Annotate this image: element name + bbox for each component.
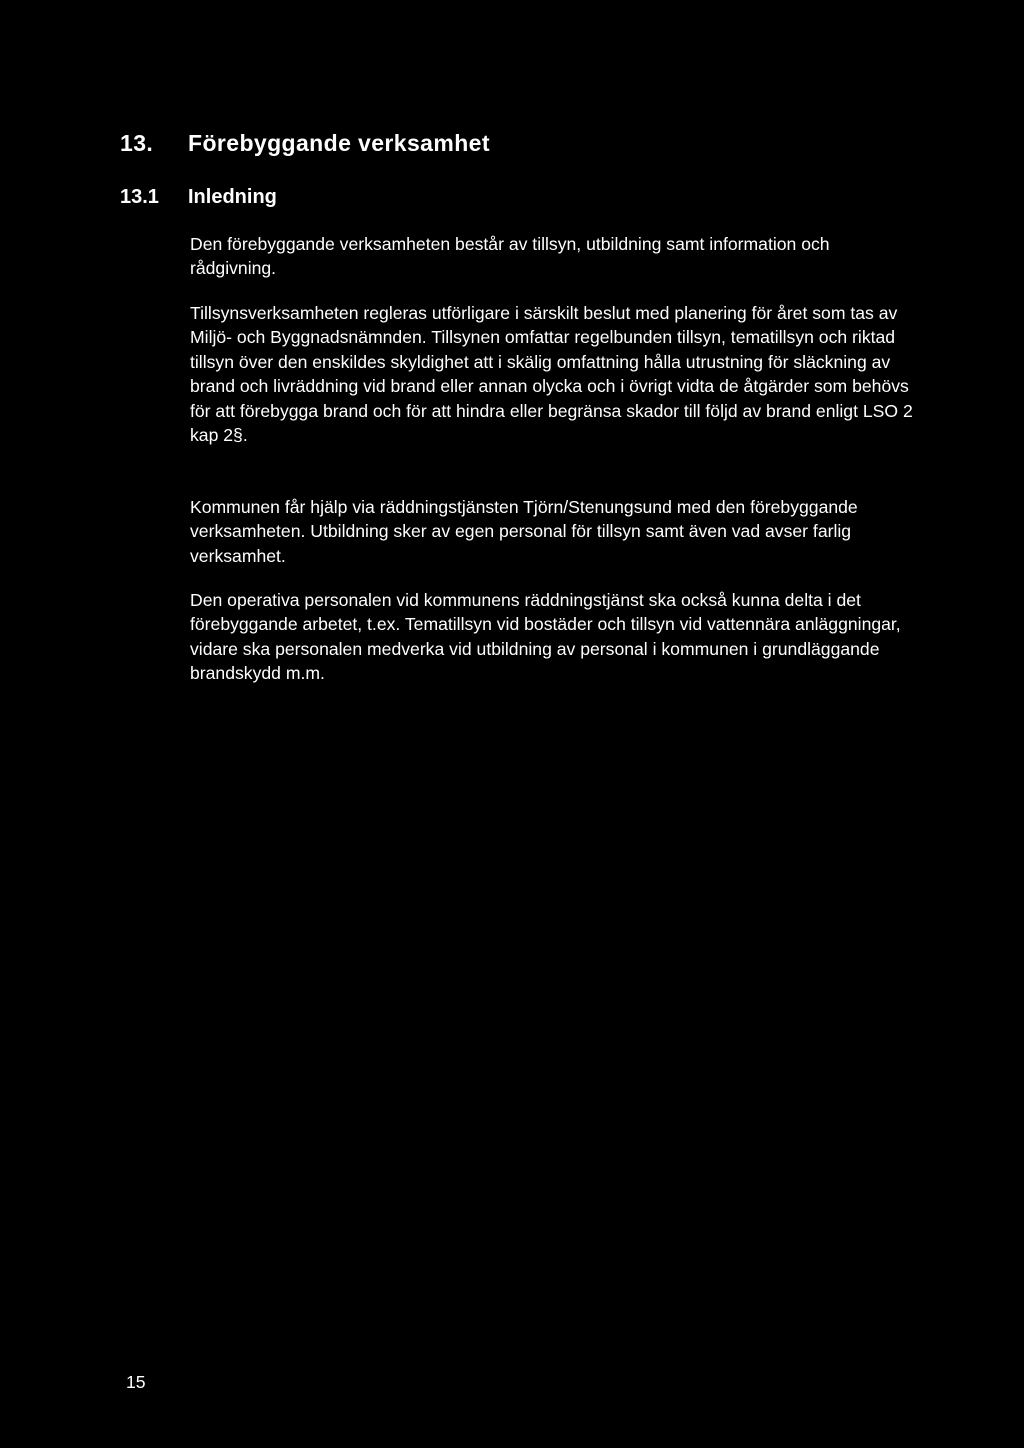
paragraph-intro: Den förebyggande verksamheten består av tillsyn, utbildning samt information och rådgivning.	[190, 234, 830, 279]
chapter-number: 13.	[120, 130, 154, 156]
section-title: Inledning	[188, 186, 277, 208]
section-heading	[120, 182, 277, 212]
paragraph-operativa-personalen: Den operativa personalen vid kommunens räddningstjänst ska också kunna delta i det förebyggande arbetet, t.ex. Tematillsyn vid bostäder och tillsyn vid vattennära anläggningar, vidare ska personalen medverka vid utbildning av personal i kommunen i grundläggande brandskydd m.m.	[190, 590, 901, 684]
paragraph-kommunen: Kommunen får hjälp via räddningstjänsten Tjörn/Stenungsund med den förebyggande verksamheten. Utbildning sker av egen personal för tillsyn samt även vad avser farlig verksamhet.	[190, 497, 858, 566]
page-number: 15	[126, 1372, 146, 1392]
chapter-title: Förebyggande verksamhet	[188, 130, 490, 156]
chapter-heading	[120, 126, 490, 160]
section-number: 13.1	[120, 186, 159, 208]
paragraph-tillsyn: Tillsynsverksamheten regleras utförligare i särskilt beslut med planering för året som tas av Miljö- och Byggnadsnämnden. Tillsynen omfattar regelbunden tillsyn, tematillsyn och riktad tillsyn över den enskildes skyldighet att i skälig omfattning hålla utrustning för släckning av brand och livräddning vid brand eller annan olycka och i övrigt vidta de åtgärder som behövs för att förebygga brand och för att hindra eller begränsa skador till följd av brand enligt LSO 2 kap 2§.	[190, 303, 913, 446]
